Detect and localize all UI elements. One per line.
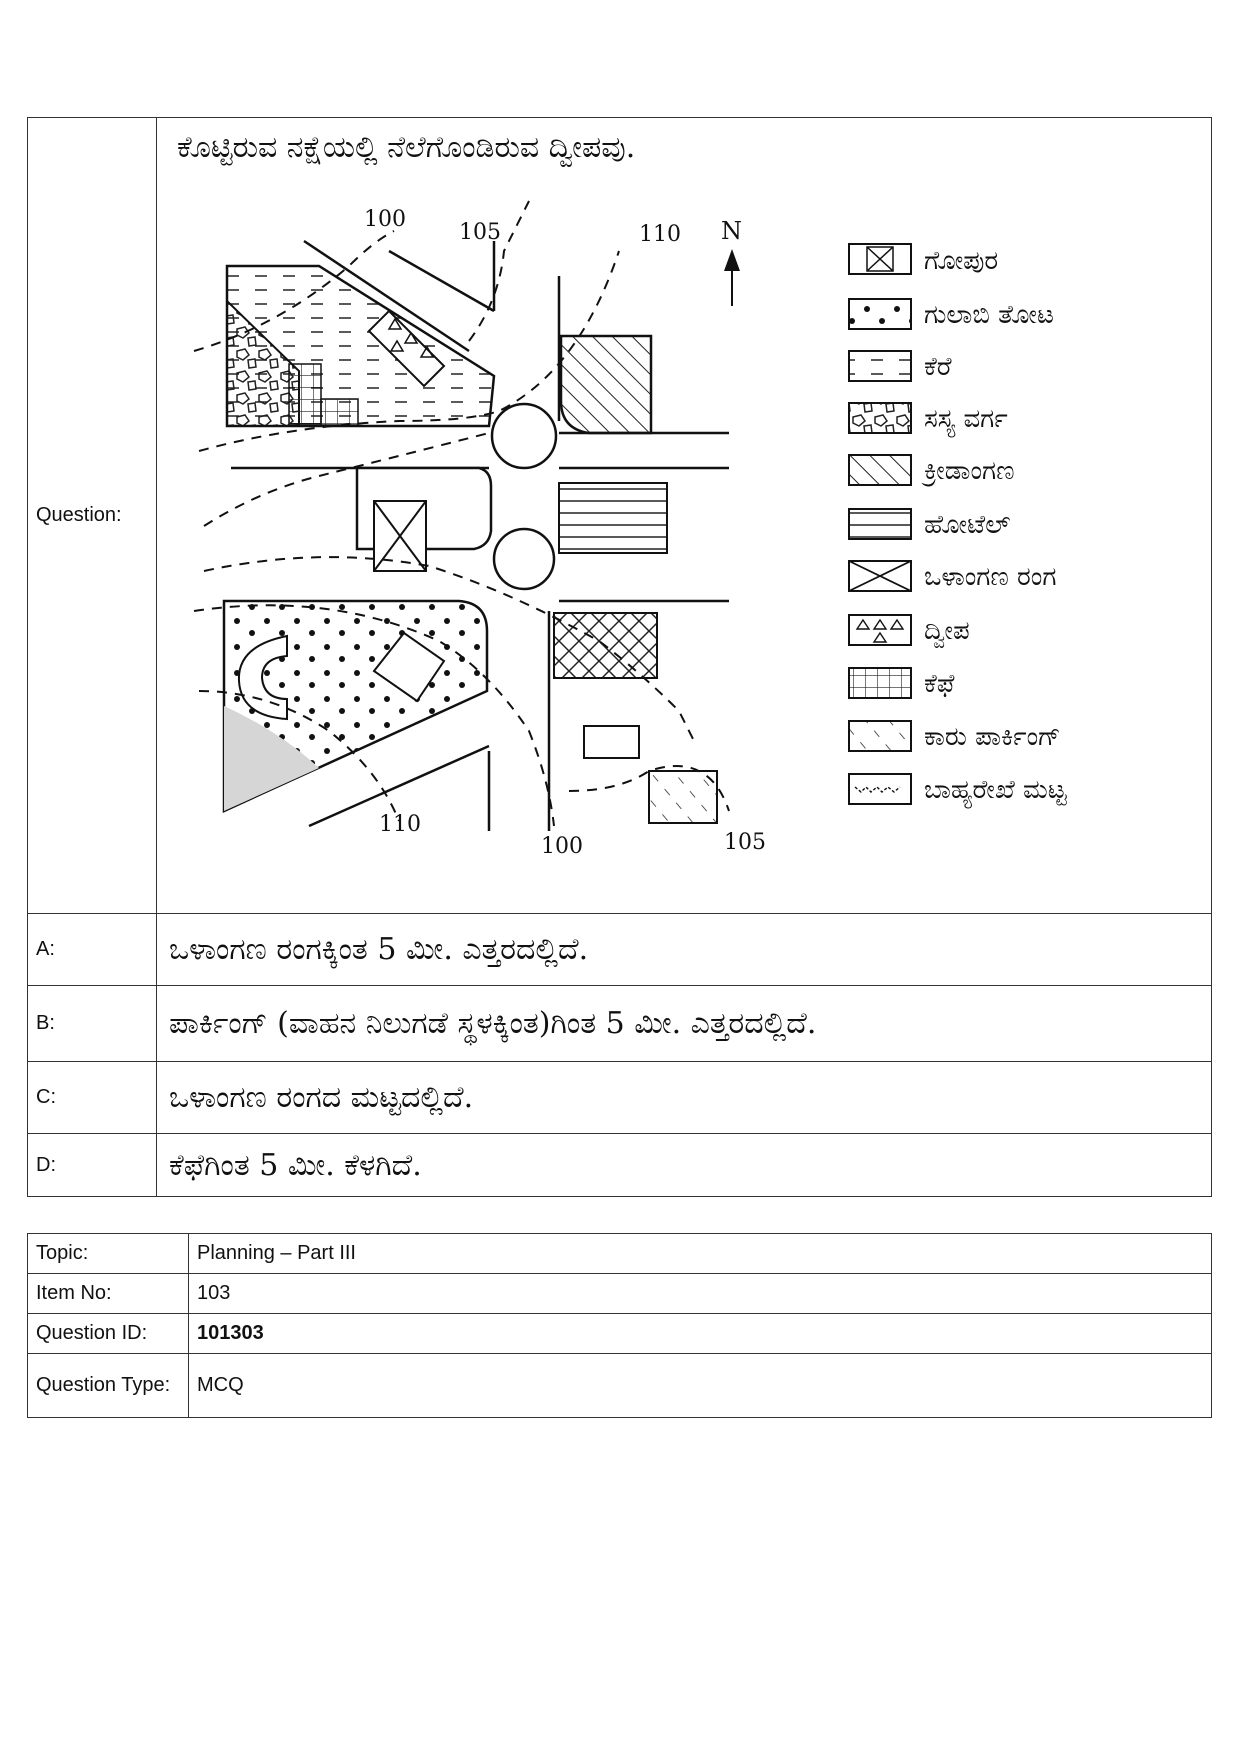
question-id-value: 101303 — [189, 1314, 1212, 1354]
item-value: 103 — [189, 1274, 1212, 1314]
contour-label: 110 — [639, 222, 681, 247]
legend-label: ಕ್ರೀಡಾಂಗಣ — [924, 456, 1015, 486]
hotel-feature — [559, 483, 667, 553]
rose-garden-icon — [849, 299, 911, 329]
topic-label: Topic: — [28, 1234, 189, 1274]
legend-label: ಹೋಟೆಲ್ — [924, 510, 1011, 540]
tower-icon — [849, 244, 911, 274]
north-label: N — [721, 217, 742, 245]
lake-icon — [849, 351, 911, 381]
option-row-d[interactable] — [28, 1134, 1212, 1197]
small-building — [584, 726, 639, 758]
item-label: Item No: — [28, 1274, 189, 1314]
contour-label: 105 — [724, 830, 766, 855]
car-parking-feature — [649, 771, 717, 823]
option-row-a[interactable] — [28, 914, 1212, 986]
option-text[interactable]: ಪಾರ್ಕಿಂಗ್ (ವಾಹನ ನಿಲುಗಡೆ ಸ್ಥಳಕ್ಕಿಂತ)ಗಿಂತ 5 ಮೀ. ಎತ್ತರದಲ್ಲಿದೆ. — [157, 986, 1212, 1062]
contour-label: 100 — [364, 207, 406, 232]
question-id-row — [28, 1314, 1212, 1354]
legend-label: ಗೋಪುರ — [924, 246, 999, 276]
option-label: C: — [28, 1062, 157, 1134]
question-table — [27, 117, 1212, 1197]
topic-row — [28, 1234, 1212, 1274]
stadium-icon — [849, 455, 911, 485]
top-left-block — [227, 241, 494, 426]
legend-label: ಗುಲಾಬಿ ತೋಟ — [924, 300, 1054, 330]
north-arrow — [721, 217, 742, 306]
topic-value: Planning – Part III — [189, 1234, 1212, 1274]
cafe-icon — [849, 668, 911, 698]
stadium-feature — [561, 336, 651, 433]
option-row-b[interactable] — [28, 986, 1212, 1062]
option-text[interactable]: ಕೆಫೆಗಿಂತ 5 ಮೀ. ಕೆಳಗಿದೆ. — [157, 1134, 1212, 1197]
option-label: A: — [28, 914, 157, 986]
question-type-label: Question Type: — [28, 1354, 189, 1418]
island-icon — [849, 615, 911, 645]
question-cell — [157, 118, 1212, 914]
legend-label: ಒಳಾಂಗಣ ರಂಗ — [924, 562, 1057, 592]
item-row — [28, 1274, 1212, 1314]
legend-label: ದ್ವೀಪ — [924, 616, 970, 646]
option-text[interactable]: ಒಳಾಂಗಣ ರಂಗಕ್ಕಿಂತ 5 ಮೀ. ಎತ್ತರದಲ್ಲಿದೆ. — [157, 914, 1212, 986]
question-type-value: MCQ — [189, 1354, 1212, 1418]
legend-label: ಕಾರು ಪಾರ್ಕಿಂಗ್ — [924, 722, 1061, 752]
legend-label: ಕೆಫೆ — [924, 669, 955, 699]
map-figure — [169, 171, 1199, 891]
hotel-icon — [849, 509, 911, 539]
rose-garden-block — [224, 601, 489, 831]
metadata-table — [27, 1233, 1212, 1418]
contour-label: 110 — [379, 812, 421, 837]
contour-label: 100 — [541, 834, 583, 859]
option-label: B: — [28, 986, 157, 1062]
option-label: D: — [28, 1134, 157, 1197]
legend-label: ಸಸ್ಯ ವರ್ಗ — [924, 404, 1008, 434]
option-text[interactable]: ಒಳಾಂಗಣ ರಂಗದ ಮಟ್ಟದಲ್ಲಿದೆ. — [157, 1062, 1212, 1134]
legend-label: ಕೆರೆ — [924, 352, 952, 382]
car-parking-icon — [849, 721, 911, 751]
question-text: ಕೊಟ್ಟಿರುವ ನಕ್ಷೆಯಲ್ಲಿ ನೆಲೆಗೊಂಡಿರುವ ದ್ವೀಪವು. — [177, 130, 636, 165]
option-row-c[interactable] — [28, 1062, 1212, 1134]
indoor-stadium-icon — [849, 561, 911, 591]
question-label: Question: — [28, 118, 157, 914]
tower-feature — [357, 468, 491, 571]
question-id-label: Question ID: — [28, 1314, 189, 1354]
legend-label: ಬಾಹ್ಯರೇಖೆ ಮಟ್ಟ — [924, 775, 1067, 805]
question-row — [28, 118, 1212, 914]
contour-label: 105 — [459, 220, 501, 245]
contour-level-icon — [849, 774, 911, 804]
vegetation-icon — [849, 403, 911, 433]
legend — [849, 244, 1067, 808]
question-type-row — [28, 1354, 1212, 1418]
